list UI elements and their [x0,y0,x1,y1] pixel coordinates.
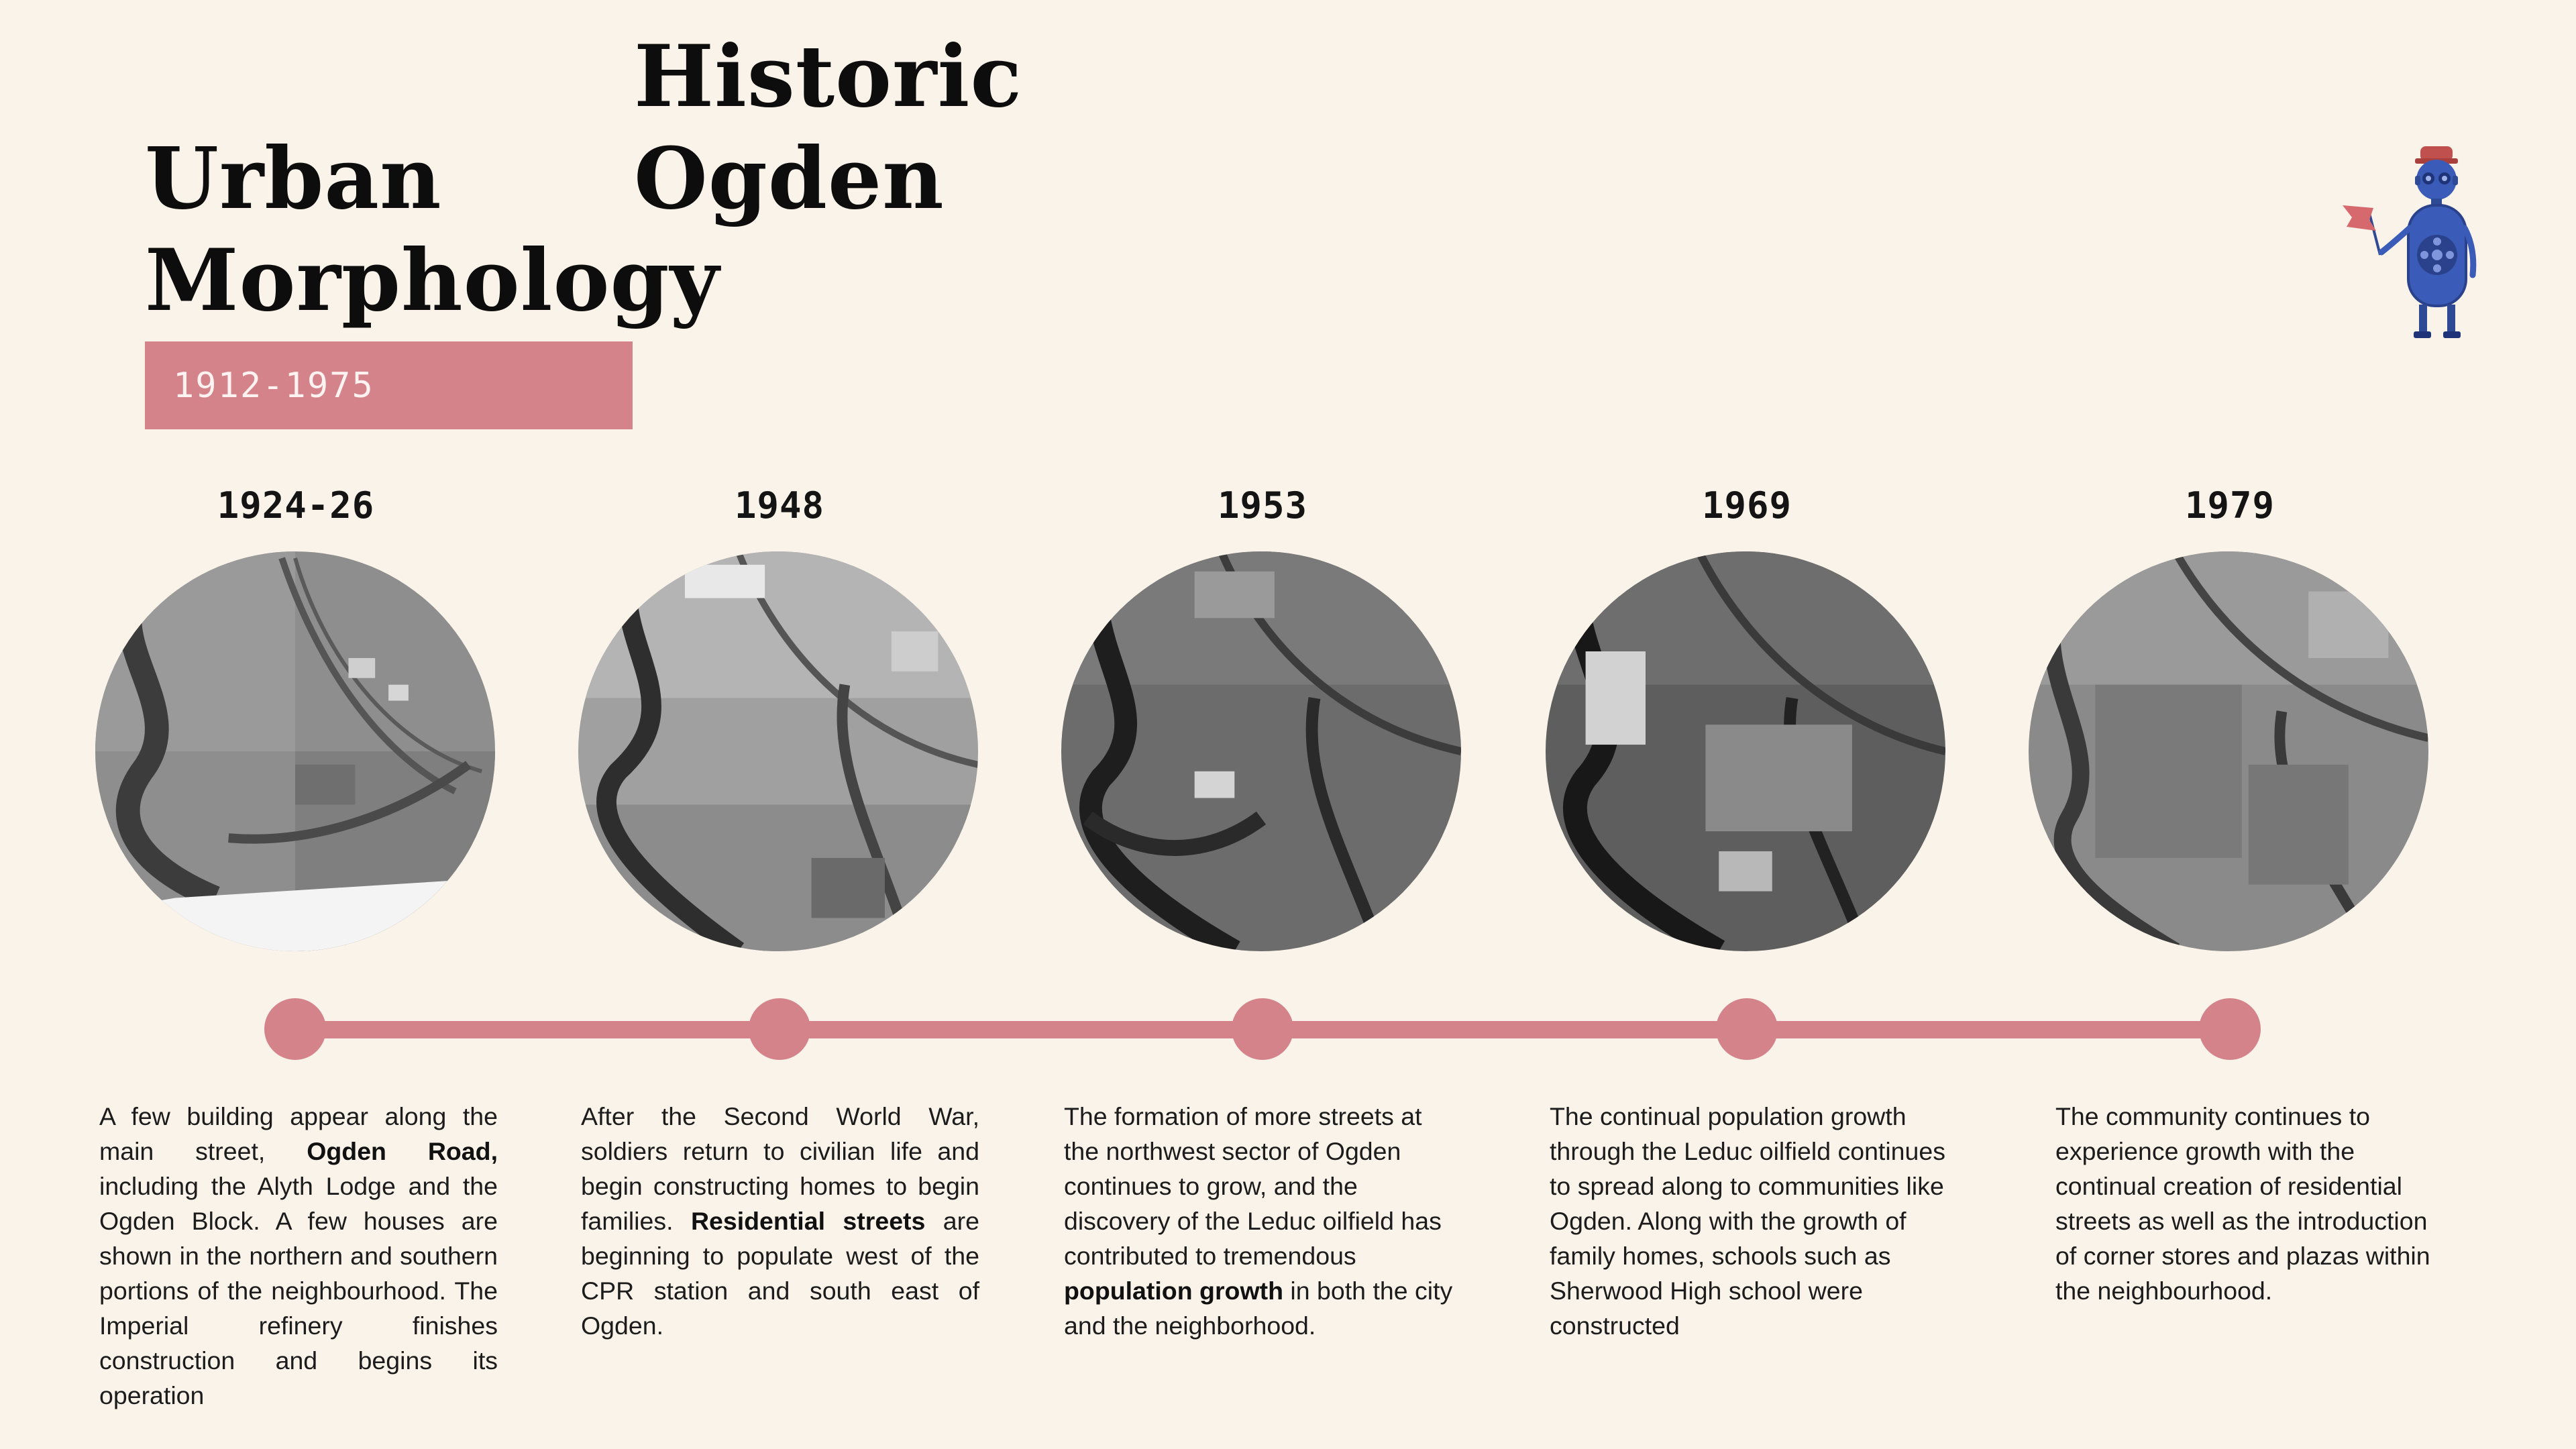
aerial-photo-1979-icon [2029,551,2428,951]
year-label-1979: 1979 [2184,484,2275,527]
description-text: The continual population growth through the Leduc oilfield continues to spread along to communities like Ogden. Along with the growth of family homes, schools such as Sherwood High school were constructed [1550,1102,1946,1340]
timeline-dot-1948 [749,998,810,1060]
description-text: The formation of more streets at the northwest sector of Ogden continues to grow, and the discovery of the Leduc oilfield has contributed to tremendous [1064,1102,1442,1270]
aerial-photo-1924-icon [95,551,495,951]
description-text: After the Second World War, soldiers return to civilian life and begin constructing homes to begin families. [581,1102,979,1235]
robot-with-flag-icon [2334,141,2482,342]
timeline-description-1969 [1550,1099,1948,1343]
description-text: The community continues to experience growth with the continual creation of residential streets as well as the introduction of corner stores and plazas within the neighbourhood. [2055,1102,2430,1305]
year-label-1948: 1948 [734,484,825,527]
page-title-urban-morphology: Urban Morphology [145,129,720,330]
aerial-photo-1948-icon [578,551,978,951]
aerial-photo-1969-icon [1546,551,1945,951]
description-bold-text: Ogden Road, [307,1136,498,1165]
timeline-dot-1924 [264,998,326,1060]
page-title-historic-ogden: Historic Ogden [634,27,1023,228]
description-text: are beginning to populate west of the CPR station and south east of Ogden. [581,1206,979,1340]
year-label-1969: 1969 [1701,484,1792,527]
timeline-dot-1979 [2199,998,2261,1060]
timeline-dot-1953 [1232,998,1293,1060]
timeline-description-1948 [581,1099,979,1343]
timeline-description-1924 [99,1099,498,1413]
date-range-label: 1912-1975 [173,365,374,406]
timeline-description-1953 [1064,1099,1462,1343]
description-bold-text: Residential streets [690,1206,926,1235]
description-text: in both the city and the neighborhood. [1064,1276,1453,1340]
aerial-photo-1953-icon [1061,551,1461,951]
description-text: including the Alyth Lodge and the Ogden Block. A few houses are shown in the northern and southern portions of the neighbourhood. The Imperial refinery finishes construction and begins its operation [99,1171,498,1409]
description-text: A few building appear along the main street, [99,1102,498,1165]
timeline-description-1979 [2055,1099,2454,1308]
date-range-badge [145,341,633,429]
year-label-1953: 1953 [1217,484,1308,527]
description-bold-text: population growth [1064,1276,1284,1305]
timeline-dot-1969 [1716,998,1778,1060]
year-label-1924: 1924-26 [217,484,375,527]
